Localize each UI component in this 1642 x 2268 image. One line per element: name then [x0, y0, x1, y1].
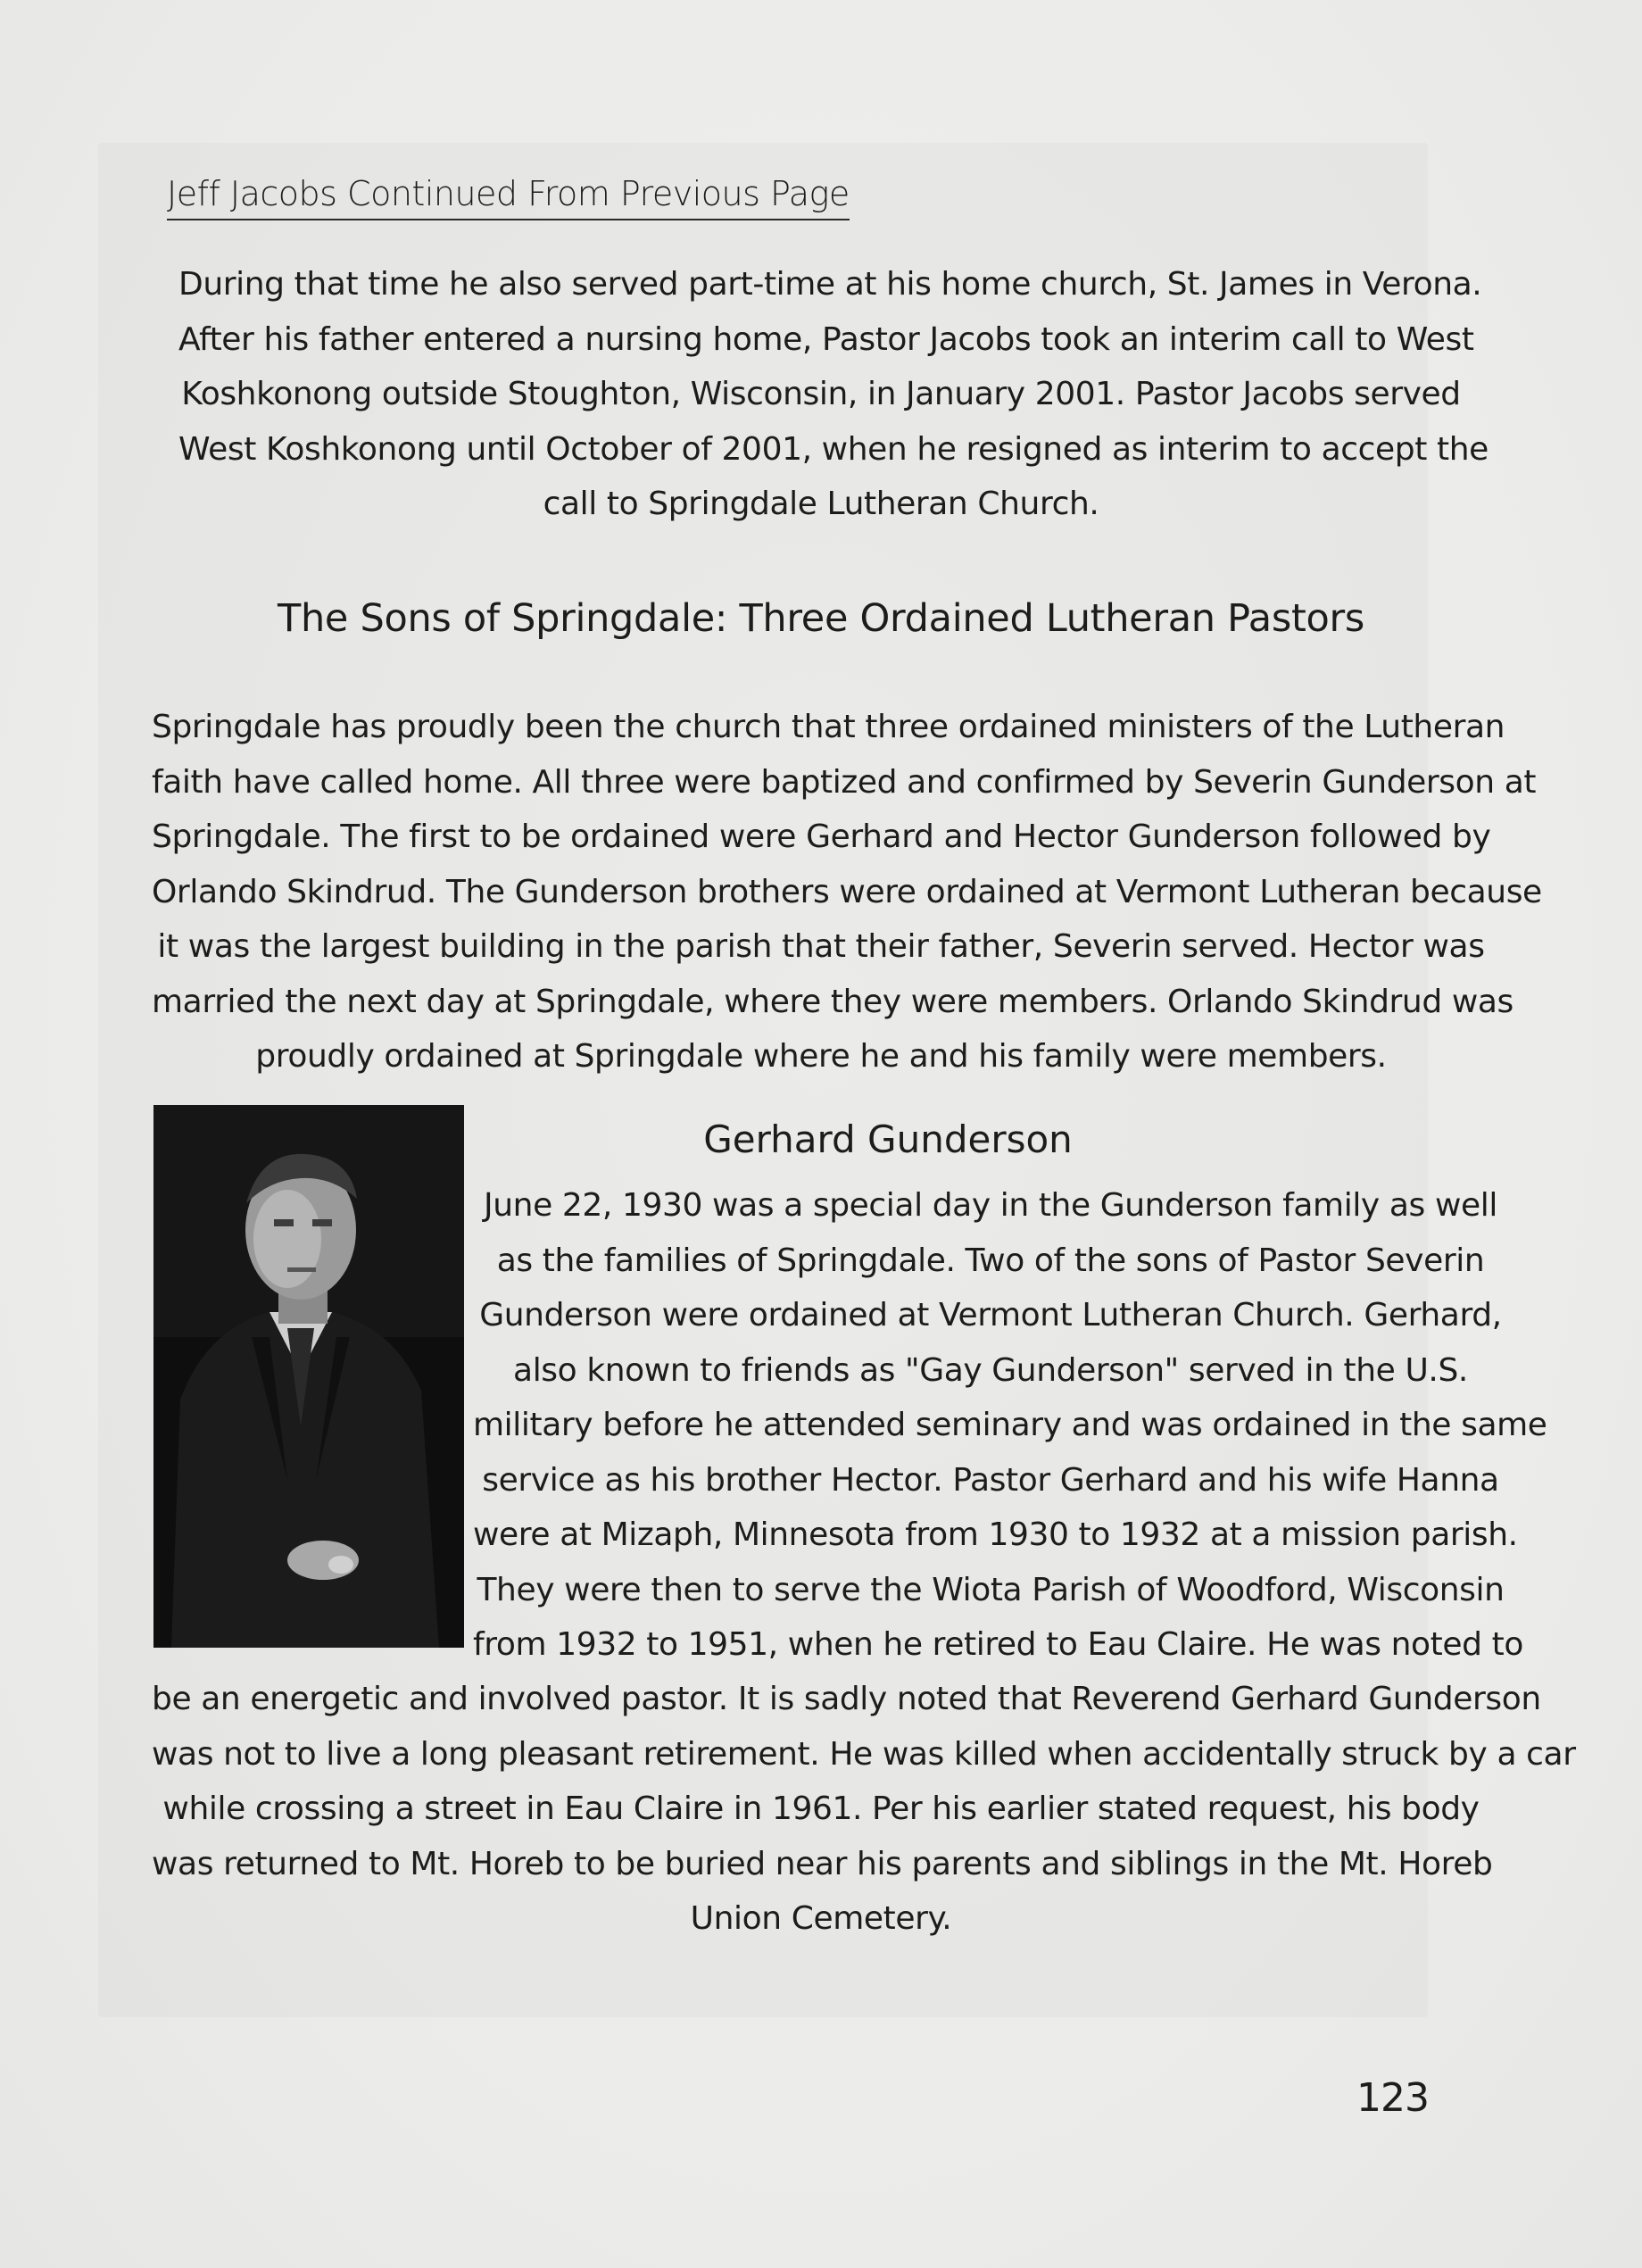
section-heading-gerhard: Gerhard Gunderson	[703, 1117, 1073, 1161]
paragraph-line: while crossing a street in Eau Claire in 1961. Per his earlier stated request, his body	[162, 1790, 1480, 1827]
paragraph-line: was not to live a long pleasant retirement. He was killed when accidentally struck by a car	[152, 1735, 1576, 1773]
paragraph-line: were at Mizaph, Minnesota from 1930 to 1932 at a mission parish.	[473, 1516, 1518, 1553]
paragraph-line: married the next day at Springdale, where they were members. Orlando Skindrud was	[152, 983, 1513, 1020]
paragraph-line: After his father entered a nursing home, Pastor Jacobs took an interim call to West	[178, 320, 1474, 358]
paragraph-line: faith have called home. All three were baptized and confirmed by Severin Gunderson at	[152, 763, 1537, 801]
paragraph-line: was returned to Mt. Horeb to be buried near his parents and siblings in the Mt. Horeb	[152, 1845, 1493, 1882]
continued-label: Jeff Jacobs Continued From Previous Page	[167, 174, 850, 220]
paragraph-line: During that time he also served part-time at his home church, St. James in Verona.	[178, 266, 1482, 303]
paragraph-line: military before he attended seminary and was ordained in the same	[473, 1407, 1547, 1443]
paragraph-line: be an energetic and involved pastor. It is sadly noted that Reverend Gerhard Gunderson	[152, 1681, 1541, 1717]
paragraph-line: it was the largest building in the parish that their father, Severin served. Hector was	[157, 928, 1485, 965]
paragraph-line: call to Springdale Lutheran Church.	[543, 486, 1099, 522]
paragraph-line: service as his brother Hector. Pastor Gerhard and his wife Hanna	[482, 1461, 1499, 1499]
paragraph-line: proudly ordained at Springdale where he and his family were members.	[255, 1038, 1387, 1075]
paragraph-line: also known to friends as "Gay Gunderson" served in the U.S.	[513, 1351, 1468, 1389]
portrait-photo	[153, 1105, 464, 1648]
paragraph-line: Orlando Skindrud. The Gunderson brothers were ordained at Vermont Lutheran because	[152, 873, 1542, 910]
paragraph-line: Springdale. The first to be ordained were Gerhard and Hector Gunderson followed by	[152, 818, 1491, 855]
paragraph-line: Koshkonong outside Stoughton, Wisconsin, in January 2001. Pastor Jacobs served	[181, 376, 1461, 412]
paragraph-line: They were then to serve the Wiota Parish of Woodford, Wisconsin	[477, 1571, 1505, 1608]
paragraph-line: Gunderson were ordained at Vermont Lutheran Church. Gerhard,	[479, 1297, 1502, 1333]
paragraph-line: as the families of Springdale. Two of the sons of Pastor Severin	[496, 1242, 1485, 1279]
gerhard-paragraph-full	[152, 1672, 1576, 1947]
gerhard-paragraph-side	[473, 1178, 1547, 1673]
sons-paragraph	[152, 700, 1542, 1084]
paragraph-line: West Koshkonong until October of 2001, when he resigned as interim to accept the	[178, 430, 1489, 468]
intro-paragraph	[178, 257, 1489, 532]
paragraph-line: from 1932 to 1951, when he retired to Eau Claire. He was noted to	[473, 1626, 1523, 1663]
paragraph-line: Springdale has proudly been the church that three ordained ministers of the Lutheran	[152, 709, 1505, 745]
page-number: 123	[1356, 2075, 1429, 2121]
section-heading-sons: The Sons of Springdale: Three Ordained Lutheran Pastors	[278, 596, 1364, 641]
paragraph-line: June 22, 1930 was a special day in the Gunderson family as well	[484, 1187, 1497, 1224]
paragraph-line: Union Cemetery.	[690, 1900, 952, 1937]
